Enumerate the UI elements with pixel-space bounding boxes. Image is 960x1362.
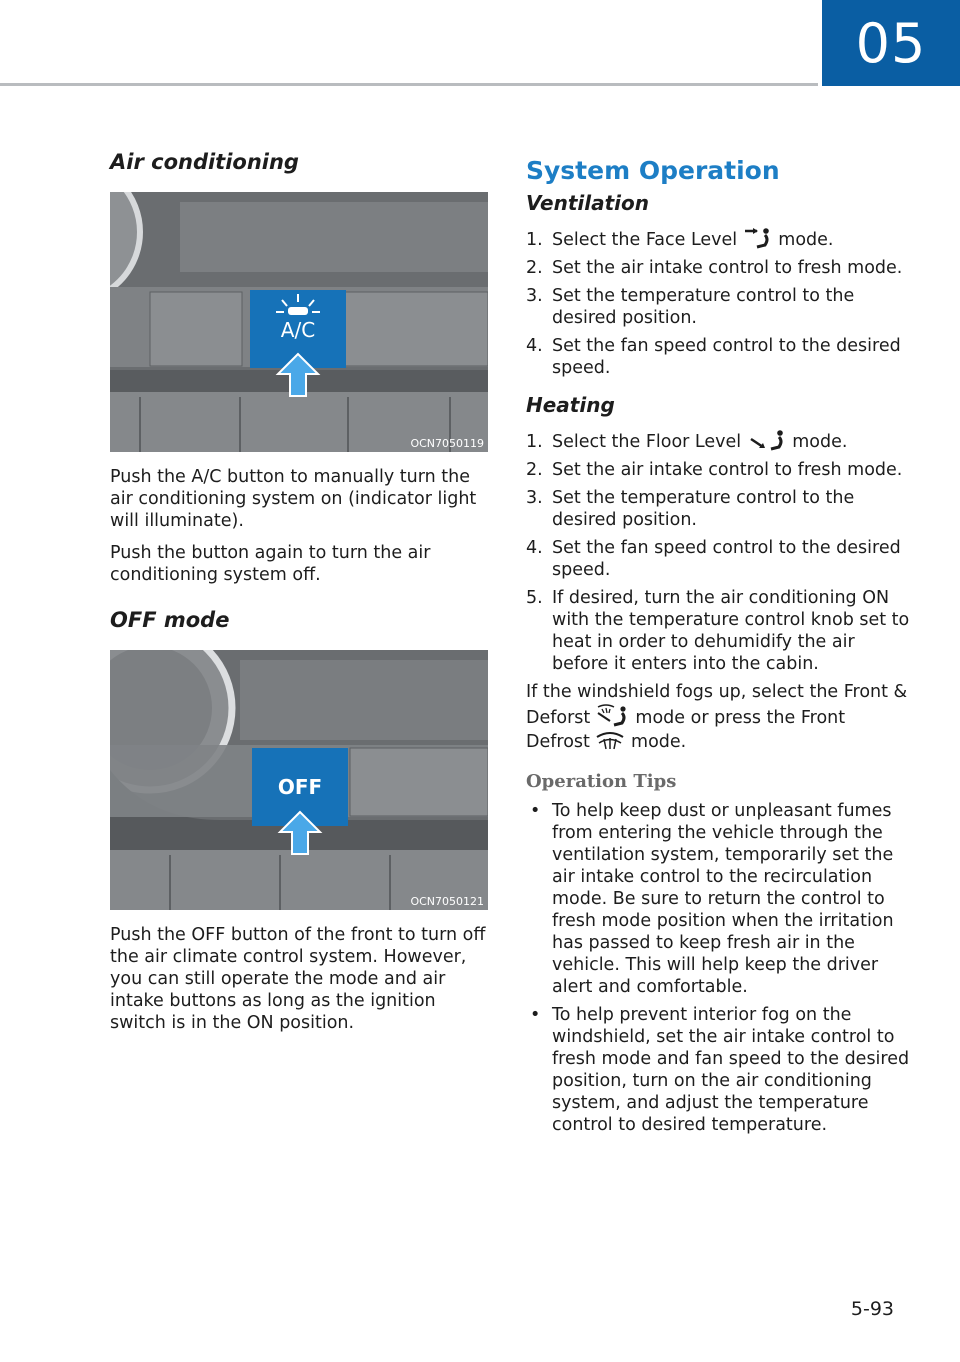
header-rule: [0, 83, 818, 86]
defrost-note: If the windshield fogs up, select the Front & Deforst mode or press the Front Defrost mode.: [526, 682, 908, 752]
page-number: 5-93: [850, 1298, 894, 1320]
ac-button-illustration: [110, 192, 488, 452]
off-button-label: OFF: [277, 775, 323, 799]
floor-level-icon: [747, 429, 787, 451]
heating-step-3: 3. Set the temperature control to the desired position.: [526, 488, 855, 530]
chapter-tab: [822, 0, 960, 86]
right-column: [526, 156, 910, 1142]
heating-step-2: 2. Set the air intake control to fresh mode.: [526, 460, 903, 480]
ac-button-label: A/C: [280, 318, 316, 342]
heating-step-1: 1. Select the Floor Level mode.: [526, 429, 910, 453]
heating-step-5: 5. If desired, turn the air conditioning ON with the temperature control knob set to heat in order to dehumidify the air before it enters into the cabin.: [526, 588, 910, 674]
ac-figure-code: OCN7050119: [410, 437, 484, 450]
ventilation-step-2: 2. Set the air intake control to fresh mode.: [526, 258, 903, 278]
off-button-figure: [110, 650, 488, 910]
off-heading: OFF mode: [110, 608, 230, 632]
operation-tips-heading: Operation Tips: [526, 771, 677, 792]
ventilation-heading: Ventilation: [526, 191, 649, 215]
left-column: [110, 150, 490, 1044]
ventilation-step-3: 3. Set the temperature control to the desired position.: [526, 286, 855, 328]
off-para-1: Push the OFF button of the front to turn off the air climate control system. However, you can still operate the mode and air intake buttons as long as the ignition switch is in the ON position.: [110, 925, 486, 1033]
ac-heading: Air conditioning: [110, 150, 299, 174]
floor-defrost-icon: [596, 703, 630, 727]
chapter-number: 05: [855, 11, 927, 75]
system-operation-heading: System Operation: [526, 156, 780, 185]
ventilation-step-4: 4. Set the fan speed control to the desired speed.: [526, 336, 901, 378]
ac-button-figure: [110, 192, 488, 452]
heating-heading: Heating: [526, 393, 615, 417]
off-figure-code: OCN7050121: [410, 895, 484, 908]
face-level-icon: [743, 227, 773, 249]
ventilation-steps: [526, 227, 910, 379]
tip-item: • To help prevent interior fog on the windshield, set the air intake control to fresh mode and fan speed to the desired position, turn on the air conditioning system, and adjust the temperature control to desired temperature.: [526, 1004, 910, 1136]
off-button-illustration: [110, 650, 488, 910]
front-defrost-icon: [595, 729, 625, 751]
heating-step-4: 4. Set the fan speed control to the desired speed.: [526, 538, 901, 580]
operation-tips-list: [526, 800, 910, 1136]
ventilation-step-1: 1. Select the Face Level mode.: [526, 227, 910, 251]
heating-steps: [526, 429, 910, 675]
ac-para-2: Push the button again to turn the air conditioning system off.: [110, 543, 431, 585]
tip-item: • To help keep dust or unpleasant fumes from entering the vehicle through the ventilation system, temporarily set the air intake control to the recirculation mode. Be sure to return the control to fresh mode position when the irritation has passed to keep fresh air in the vehicle. This will help keep the driver alert and comfortable.: [526, 800, 910, 998]
ac-para-1: Push the A/C button to manually turn the air conditioning system on (indicator light will illuminate).: [110, 467, 477, 531]
